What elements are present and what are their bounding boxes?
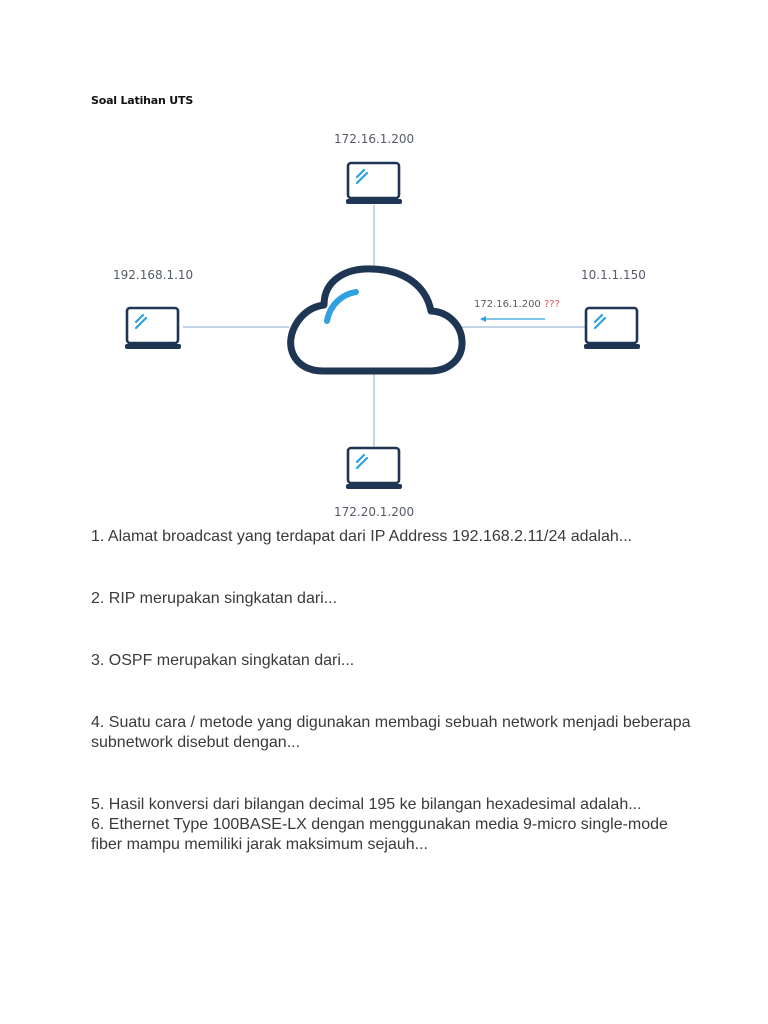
laptop-icon-left [125,308,181,349]
arrow-left-icon [480,316,545,322]
question-6: 6. Ethernet Type 100BASE-LX dengan menggunakan media 9-micro single-mode fiber mampu memiliki jarak maksimum sejauh... [91,816,668,853]
question-5: 5. Hasil konversi dari bilangan decimal 195 ke bilangan hexadesimal adalah... [91,796,642,813]
question-2: 2. RIP merupakan singkatan dari... [91,590,338,607]
arrow-label-ip: 172.16.1.200 [474,299,541,310]
ip-label-bottom: 172.20.1.200 [334,505,415,519]
cloud-icon [291,269,462,371]
question-list [91,527,691,855]
question-1: 1. Alamat broadcast yang terdapat dari IP Address 192.168.2.11/24 adalah... [91,528,633,545]
ip-label-left: 192.168.1.10 [113,268,194,282]
laptop-icon-top [346,163,402,204]
ip-label-top: 172.16.1.200 [334,132,415,146]
laptop-icon-right [584,308,640,349]
question-4: 4. Suatu cara / metode yang digunakan membagi sebuah network menjadi beberapa subnetwork disebut dengan... [91,714,691,751]
arrow-label [474,299,560,310]
arrow-label-flag: ??? [543,299,560,310]
page-title: Soal Latihan UTS [91,94,194,107]
ip-label-right: 10.1.1.150 [581,268,646,282]
laptop-icon-bottom [346,448,402,489]
question-3: 3. OSPF merupakan singkatan dari... [91,652,355,669]
